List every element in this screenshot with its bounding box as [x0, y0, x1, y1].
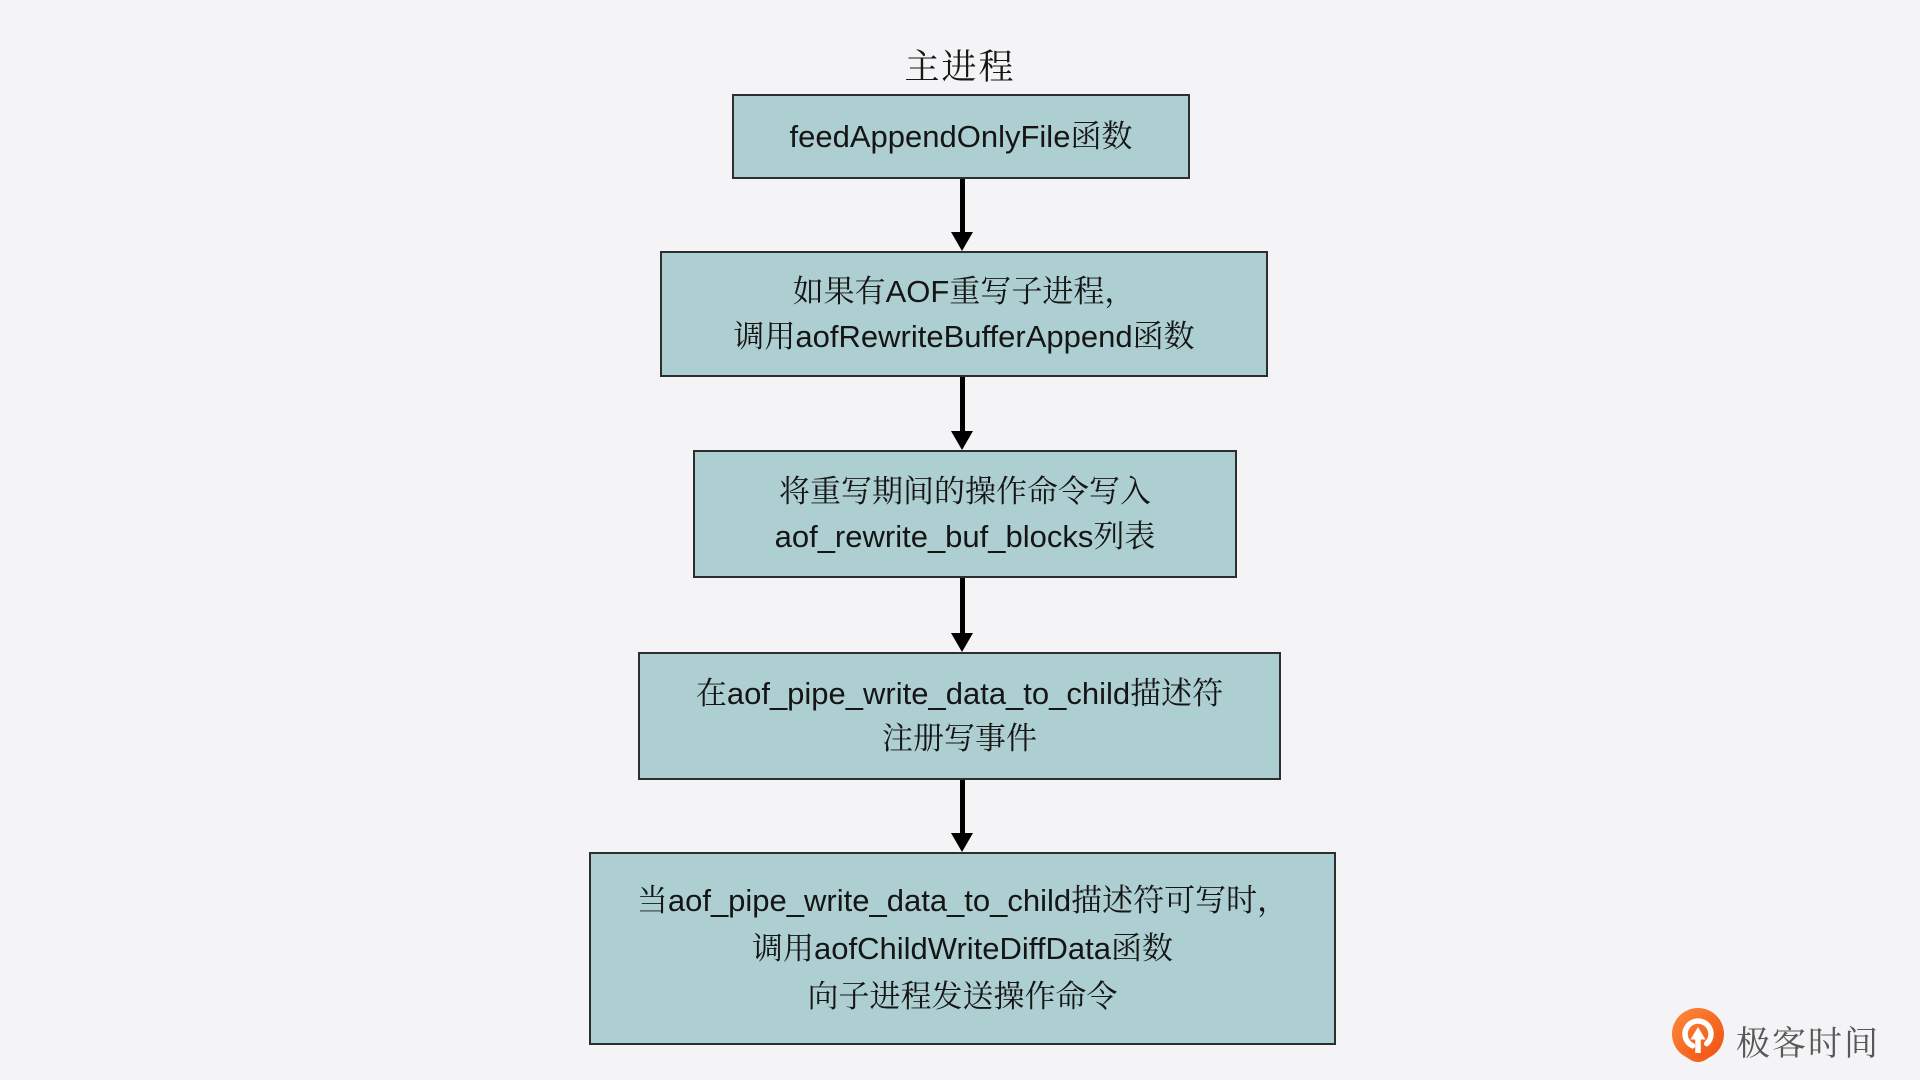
- down-arrow: [947, 179, 977, 251]
- node-text-line: 调用aofChildWriteDiffData函数: [752, 930, 1173, 966]
- flow-node-write-rewrite-buf-blocks: [693, 450, 1237, 578]
- flow-node-register-write-event: [638, 652, 1281, 780]
- arrow-shaft: [960, 578, 965, 633]
- node-text-line: feedAppendOnlyFile函数: [789, 119, 1133, 154]
- arrow-shaft: [960, 179, 965, 232]
- flow-node-aof-rewrite-buffer-append: [660, 251, 1268, 377]
- node-text-line: 调用aofRewriteBufferAppend函数: [733, 319, 1195, 354]
- geektime-logo: [1672, 1008, 1880, 1072]
- down-arrow: [947, 780, 977, 852]
- node-text-line: 如果有AOF重写子进程，: [792, 274, 1136, 309]
- arrow-head-icon: [951, 431, 973, 450]
- down-arrow: [947, 578, 977, 652]
- node-text-line: 将重写期间的操作命令写入: [779, 474, 1151, 509]
- node-text-line: 在aof_pipe_write_data_to_child描述符: [695, 676, 1224, 711]
- flow-node-feed-append-only-file: [732, 94, 1190, 179]
- arrow-head-icon: [951, 232, 973, 251]
- node-text-line: aof_rewrite_buf_blocks列表: [774, 519, 1156, 554]
- arrow-head-icon: [951, 633, 973, 652]
- down-arrow: [947, 377, 977, 450]
- flow-node-child-write-diff-data: [589, 852, 1336, 1045]
- arrow-shaft: [960, 377, 965, 431]
- node-text-line: 注册写事件: [882, 721, 1037, 756]
- arrow-shaft: [960, 780, 965, 833]
- geektime-logo-text: 极客时间: [1736, 1024, 1880, 1063]
- geektime-pin-icon: [1672, 1008, 1724, 1072]
- arrow-head-icon: [951, 833, 973, 852]
- node-text-line: 当aof_pipe_write_data_to_child描述符可写时，: [636, 882, 1289, 918]
- flow-title: 主进程: [904, 48, 1016, 87]
- node-text-line: 向子进程发送操作命令: [807, 978, 1118, 1014]
